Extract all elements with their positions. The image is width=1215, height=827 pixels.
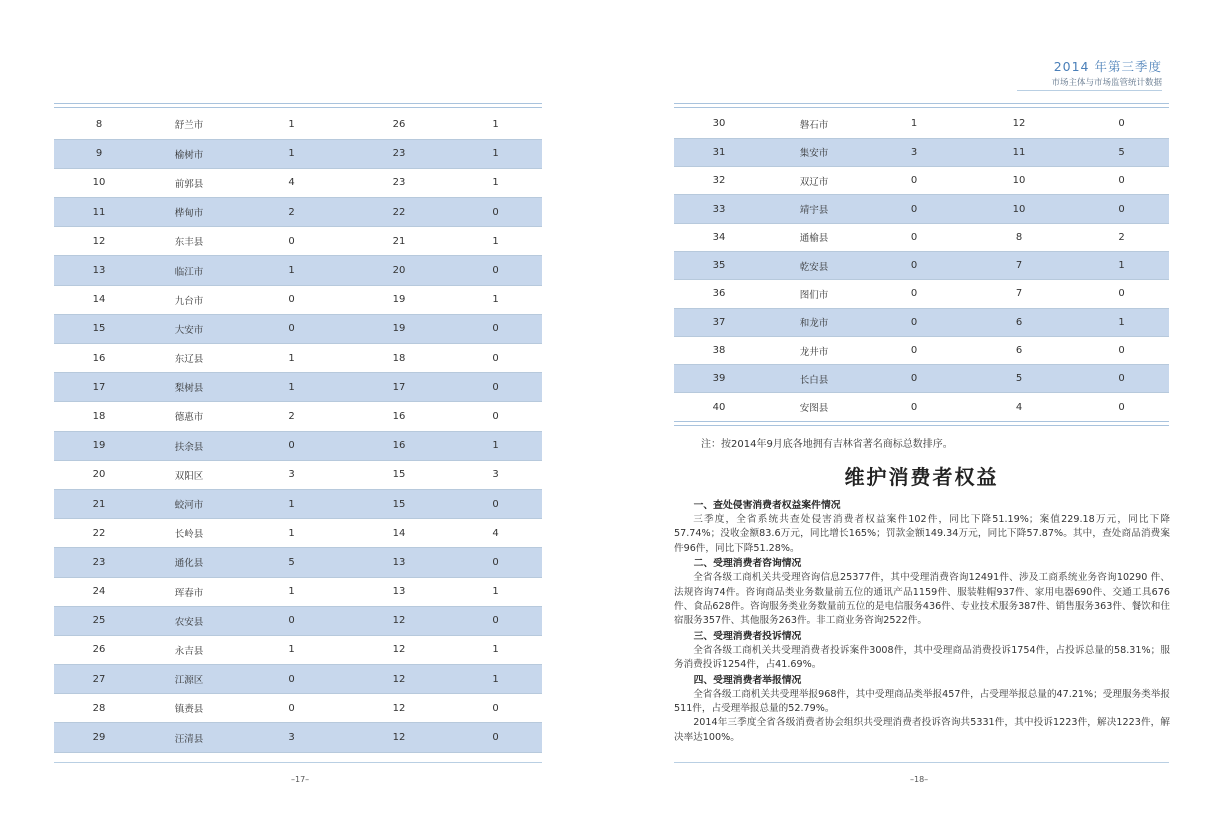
value-cell: 3	[234, 723, 349, 752]
value-cell: 0	[864, 195, 964, 223]
value-cell: 1	[864, 110, 964, 138]
value-cell: 0	[449, 344, 542, 373]
value-cell: 1	[234, 373, 349, 402]
region-name-cell: 汪清县	[144, 723, 234, 752]
value-cell: 17	[349, 373, 449, 402]
table-row	[54, 489, 542, 518]
value-cell: 12	[964, 110, 1074, 138]
value-cell: 18	[349, 344, 449, 373]
table-bottom-rule	[674, 421, 1169, 426]
value-cell: 4	[449, 519, 542, 548]
region-name-cell: 集安市	[764, 138, 864, 166]
value-cell: 15	[349, 460, 449, 489]
section-heading-3: 三、受理消费者投诉情况	[693, 630, 802, 642]
value-cell: 15	[349, 489, 449, 518]
value-cell: 0	[234, 665, 349, 694]
value-cell: 26	[349, 110, 449, 139]
value-cell: 10	[964, 195, 1074, 223]
value-cell: 12	[349, 665, 449, 694]
value-cell: 8	[964, 223, 1074, 251]
section-heading-1: 一、查处侵害消费者权益案件情况	[693, 500, 841, 511]
table-row	[674, 365, 1169, 393]
table-row	[54, 431, 542, 460]
region-name-cell: 双辽市	[764, 167, 864, 195]
table-row	[54, 548, 542, 577]
value-cell: 12	[349, 635, 449, 664]
value-cell: 19	[349, 314, 449, 343]
table-row	[674, 138, 1169, 166]
region-name-cell: 安图县	[764, 393, 864, 421]
top-rule	[674, 103, 1169, 108]
value-cell: 23	[349, 168, 449, 197]
value-cell: 0	[234, 285, 349, 314]
region-name-cell: 乾安县	[764, 251, 864, 279]
value-cell: 4	[964, 393, 1074, 421]
table-row	[54, 314, 542, 343]
value-cell: 0	[1074, 167, 1169, 195]
table-row	[54, 168, 542, 197]
value-cell: 0	[234, 606, 349, 635]
value-cell: 0	[449, 723, 542, 752]
rank-cell: 18	[54, 402, 144, 431]
table-row	[674, 336, 1169, 364]
region-name-cell: 双阳区	[144, 460, 234, 489]
region-name-cell: 扶余县	[144, 431, 234, 460]
value-cell: 0	[864, 393, 964, 421]
header-title: 2014 年第三季度	[1053, 59, 1162, 74]
table-row	[54, 373, 542, 402]
value-cell: 5	[964, 365, 1074, 393]
value-cell: 0	[1074, 365, 1169, 393]
value-cell: 10	[964, 167, 1074, 195]
region-name-cell: 永吉县	[144, 635, 234, 664]
page-number: –18–	[910, 775, 929, 784]
value-cell: 0	[234, 314, 349, 343]
value-cell: 0	[449, 606, 542, 635]
table-row	[54, 694, 542, 723]
value-cell: 0	[234, 431, 349, 460]
table-row	[54, 402, 542, 431]
value-cell: 6	[964, 336, 1074, 364]
section-paragraph: 2014年三季度全省各级消费者协会组织共受理消费者投诉咨询共5331件，其中投诉1223件，解决1223件，解决率达100%。	[674, 717, 1170, 743]
table-row	[674, 280, 1169, 308]
value-cell: 1	[449, 168, 542, 197]
rank-cell: 28	[54, 694, 144, 723]
value-cell: 12	[349, 606, 449, 635]
rank-cell: 23	[54, 548, 144, 577]
section-paragraph: 全省各级工商机关共受理消费者投诉案件3008件，其中受理商品消费投诉1754件，占投诉总量的58.31%；服务消费投诉1254件，占41.69%。	[674, 644, 1170, 671]
page-number: –17–	[291, 775, 310, 784]
region-name-cell: 磐石市	[764, 110, 864, 138]
value-cell: 5	[1074, 138, 1169, 166]
bottom-rule	[674, 762, 1169, 763]
region-name-cell: 德惠市	[144, 402, 234, 431]
value-cell: 1	[234, 256, 349, 285]
value-cell: 19	[349, 285, 449, 314]
section-paragraph: 全省各级工商机关共受理举报968件，其中受理商品类举报457件，占受理举报总量的47.21%；受理服务类举报511件，占受理举报总量的52.79%。	[674, 688, 1170, 715]
value-cell: 13	[349, 577, 449, 606]
value-cell: 22	[349, 198, 449, 227]
header-rule	[1017, 90, 1162, 91]
value-cell: 0	[864, 223, 964, 251]
value-cell: 0	[1074, 393, 1169, 421]
rank-cell: 16	[54, 344, 144, 373]
rank-cell: 11	[54, 198, 144, 227]
value-cell: 23	[349, 139, 449, 168]
table-row	[674, 251, 1169, 279]
rank-cell: 22	[54, 519, 144, 548]
rank-cell: 33	[674, 195, 764, 223]
value-cell: 1	[234, 110, 349, 139]
section-paragraph: 全省各级工商机关共受理咨询信息25377件，其中受理消费咨询12491件、涉及工商系统业务咨询10290 件、法规咨询74件。咨询商品类业务数量前五位的通讯产品1159件、服装鞋帽937件、家用电器690件、交通工具676件、食品628件。咨询服务类业务数量前五位的是电信服务436件、专业技术服务387件、销售服务363件、餐饮和住宿服务357件、其他服务263件。非工商业务咨询2522件。	[674, 572, 1170, 627]
value-cell: 0	[449, 314, 542, 343]
table-row	[54, 606, 542, 635]
table-row	[54, 110, 542, 139]
region-name-cell: 大安市	[144, 314, 234, 343]
value-cell: 1	[1074, 251, 1169, 279]
region-name-cell: 舒兰市	[144, 110, 234, 139]
rank-cell: 14	[54, 285, 144, 314]
ranking-table-left	[54, 110, 542, 753]
rank-cell: 12	[54, 227, 144, 256]
value-cell: 2	[234, 402, 349, 431]
region-name-cell: 和龙市	[764, 308, 864, 336]
body-text	[674, 498, 1170, 745]
value-cell: 0	[1074, 110, 1169, 138]
region-name-cell: 通化县	[144, 548, 234, 577]
value-cell: 0	[234, 227, 349, 256]
value-cell: 1	[234, 519, 349, 548]
value-cell: 14	[349, 519, 449, 548]
region-name-cell: 东辽县	[144, 344, 234, 373]
value-cell: 1	[1074, 308, 1169, 336]
left-page	[0, 0, 607, 827]
table-row	[674, 308, 1169, 336]
value-cell: 1	[449, 665, 542, 694]
value-cell: 6	[964, 308, 1074, 336]
value-cell: 0	[864, 280, 964, 308]
value-cell: 4	[234, 168, 349, 197]
rank-cell: 40	[674, 393, 764, 421]
rank-cell: 10	[54, 168, 144, 197]
value-cell: 3	[864, 138, 964, 166]
value-cell: 0	[864, 167, 964, 195]
table-row	[674, 167, 1169, 195]
section-heading-2: 二、受理消费者咨询情况	[693, 558, 802, 570]
region-name-cell: 长岭县	[144, 519, 234, 548]
table-row	[54, 635, 542, 664]
region-name-cell: 九台市	[144, 285, 234, 314]
value-cell: 11	[964, 138, 1074, 166]
value-cell: 0	[864, 308, 964, 336]
region-name-cell: 东丰县	[144, 227, 234, 256]
region-name-cell: 桦甸市	[144, 198, 234, 227]
region-name-cell: 江源区	[144, 665, 234, 694]
region-name-cell: 前郭县	[144, 168, 234, 197]
region-name-cell: 临江市	[144, 256, 234, 285]
region-name-cell: 通榆县	[764, 223, 864, 251]
table-row	[54, 256, 542, 285]
value-cell: 3	[449, 460, 542, 489]
value-cell: 0	[449, 402, 542, 431]
rank-cell: 34	[674, 223, 764, 251]
rank-cell: 9	[54, 139, 144, 168]
table-row	[674, 110, 1169, 138]
value-cell: 2	[234, 198, 349, 227]
bottom-rule	[54, 762, 542, 763]
value-cell: 1	[234, 635, 349, 664]
section-heading-4: 四、受理消费者举报情况	[693, 674, 802, 686]
value-cell: 0	[449, 489, 542, 518]
table-row	[54, 665, 542, 694]
value-cell: 12	[349, 723, 449, 752]
value-cell: 0	[449, 198, 542, 227]
value-cell: 1	[449, 227, 542, 256]
value-cell: 7	[964, 280, 1074, 308]
value-cell: 1	[234, 489, 349, 518]
region-name-cell: 图们市	[764, 280, 864, 308]
value-cell: 0	[234, 694, 349, 723]
table-row	[54, 285, 542, 314]
rank-cell: 37	[674, 308, 764, 336]
right-page	[607, 0, 1215, 827]
rank-cell: 29	[54, 723, 144, 752]
table-row	[674, 195, 1169, 223]
value-cell: 13	[349, 548, 449, 577]
table-row	[54, 227, 542, 256]
value-cell: 0	[449, 694, 542, 723]
rank-cell: 32	[674, 167, 764, 195]
value-cell: 12	[349, 694, 449, 723]
value-cell: 0	[449, 548, 542, 577]
rank-cell: 8	[54, 110, 144, 139]
value-cell: 5	[234, 548, 349, 577]
value-cell: 1	[234, 139, 349, 168]
table-row	[54, 577, 542, 606]
rank-cell: 13	[54, 256, 144, 285]
value-cell: 1	[234, 577, 349, 606]
value-cell: 0	[449, 256, 542, 285]
rank-cell: 20	[54, 460, 144, 489]
table-note: 注：按2014年9月底各地拥有吉林省著名商标总数排序。	[701, 439, 953, 450]
value-cell: 0	[864, 251, 964, 279]
rank-cell: 19	[54, 431, 144, 460]
value-cell: 1	[449, 285, 542, 314]
region-name-cell: 蛟河市	[144, 489, 234, 518]
value-cell: 1	[449, 431, 542, 460]
value-cell: 0	[1074, 280, 1169, 308]
section-paragraph: 三季度，全省系统共查处侵害消费者权益案件102件，同比下降51.19%；案值229.18万元，同比下降57.74%；没收金额83.6万元，同比增长165%；罚款金额149.34万元，同比下降57.87%。其中，查处商品消费案件96件，同比下降51.28%。	[674, 514, 1170, 554]
rank-cell: 27	[54, 665, 144, 694]
value-cell: 21	[349, 227, 449, 256]
rank-cell: 35	[674, 251, 764, 279]
table-row	[54, 519, 542, 548]
region-name-cell: 梨树县	[144, 373, 234, 402]
value-cell: 1	[449, 110, 542, 139]
table-row	[54, 460, 542, 489]
value-cell: 0	[1074, 195, 1169, 223]
rank-cell: 26	[54, 635, 144, 664]
table-row	[54, 139, 542, 168]
rank-cell: 38	[674, 336, 764, 364]
ranking-table-right	[674, 110, 1169, 422]
region-name-cell: 珲春市	[144, 577, 234, 606]
value-cell: 1	[449, 577, 542, 606]
value-cell: 3	[234, 460, 349, 489]
region-name-cell: 靖宇县	[764, 195, 864, 223]
region-name-cell: 镇赉县	[144, 694, 234, 723]
rank-cell: 30	[674, 110, 764, 138]
rank-cell: 31	[674, 138, 764, 166]
region-name-cell: 榆树市	[144, 139, 234, 168]
region-name-cell: 龙井市	[764, 336, 864, 364]
value-cell: 0	[864, 365, 964, 393]
rank-cell: 39	[674, 365, 764, 393]
value-cell: 1	[449, 635, 542, 664]
value-cell: 0	[1074, 336, 1169, 364]
table-row	[674, 393, 1169, 421]
value-cell: 20	[349, 256, 449, 285]
table-row	[54, 198, 542, 227]
table-row	[54, 723, 542, 752]
value-cell: 0	[864, 336, 964, 364]
rank-cell: 24	[54, 577, 144, 606]
value-cell: 16	[349, 431, 449, 460]
value-cell: 2	[1074, 223, 1169, 251]
header-subtitle: 市场主体与市场监管统计数据	[1051, 78, 1162, 88]
region-name-cell: 农安县	[144, 606, 234, 635]
value-cell: 16	[349, 402, 449, 431]
value-cell: 1	[449, 139, 542, 168]
table-row	[674, 223, 1169, 251]
rank-cell: 21	[54, 489, 144, 518]
rank-cell: 25	[54, 606, 144, 635]
rank-cell: 17	[54, 373, 144, 402]
rank-cell: 36	[674, 280, 764, 308]
section-title: 维护消费者权益	[844, 465, 999, 489]
value-cell: 7	[964, 251, 1074, 279]
rank-cell: 15	[54, 314, 144, 343]
table-row	[54, 344, 542, 373]
value-cell: 0	[449, 373, 542, 402]
value-cell: 1	[234, 344, 349, 373]
region-name-cell: 长白县	[764, 365, 864, 393]
top-rule	[54, 103, 542, 108]
